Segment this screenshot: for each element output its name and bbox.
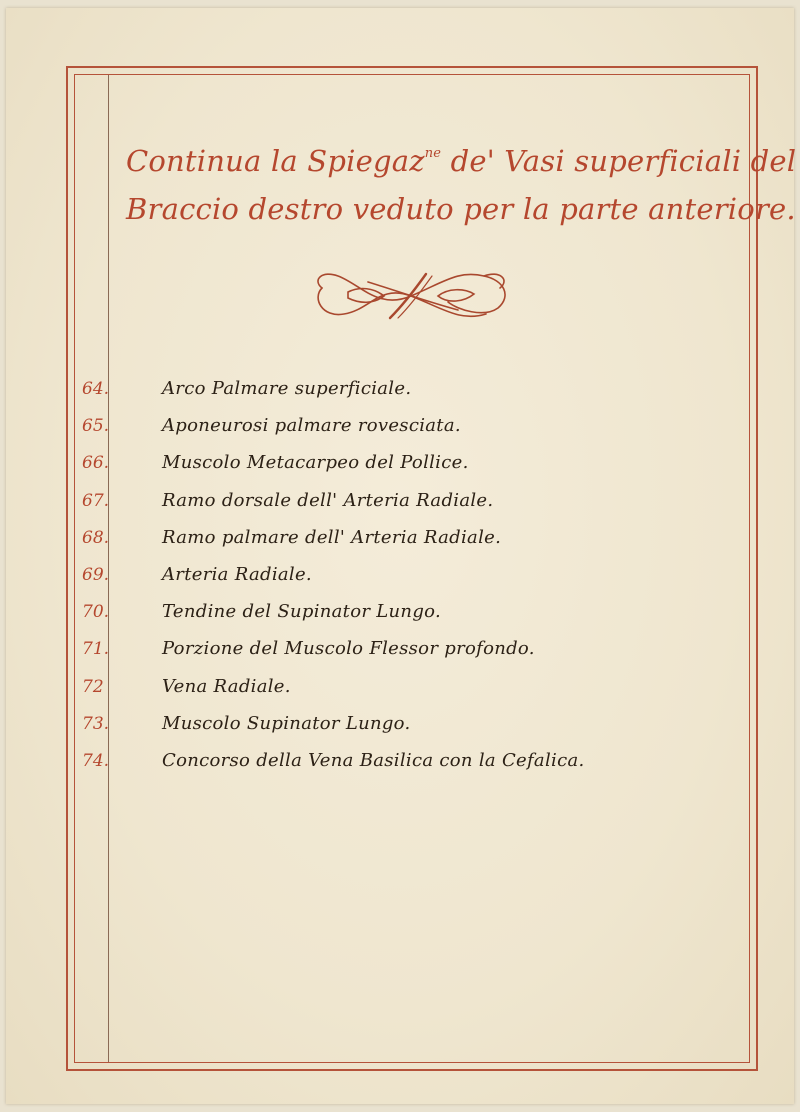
list-item: [78, 523, 718, 560]
item-text: Ramo palmare dell' Arteria Radiale.: [162, 526, 502, 548]
item-number: 67.: [82, 490, 110, 511]
item-number: 74.: [82, 750, 110, 771]
list-item: [78, 374, 718, 411]
item-number: 65.: [82, 416, 110, 437]
list-item: [78, 486, 718, 523]
item-text: Vena Radiale.: [162, 675, 291, 697]
list-item: [78, 560, 718, 597]
item-number: 71.: [82, 639, 110, 660]
item-text: Arteria Radiale.: [162, 563, 312, 585]
item-number: 66.: [82, 453, 110, 474]
item-text: Concorso della Vena Basilica con la Cefalica.: [162, 749, 585, 771]
list-item: [78, 411, 718, 448]
title-line-1-end: de' Vasi superficiali del: [441, 144, 797, 178]
item-text: Tendine del Supinator Lungo.: [162, 601, 441, 623]
title-superscript: ne: [424, 146, 442, 161]
title-line-1: [126, 130, 797, 185]
item-text: Aponeurosi palmare rovesciata.: [162, 415, 461, 437]
item-text: Porzione del Muscolo Flessor profondo.: [162, 638, 535, 660]
item-text: Muscolo Supinator Lungo.: [162, 712, 411, 734]
list-item: [78, 746, 718, 783]
item-number: 68.: [82, 527, 110, 548]
page-title: [126, 130, 797, 233]
legend-list: [78, 374, 718, 783]
calligraphic-flourish-ornament: [308, 266, 514, 326]
item-number: 72: [82, 676, 104, 697]
item-text: Muscolo Metacarpeo del Pollice.: [162, 452, 469, 474]
manuscript-page: [6, 8, 797, 1104]
list-item: [78, 634, 718, 671]
list-item: [78, 709, 718, 746]
item-number: 64.: [82, 379, 110, 399]
item-number: 73.: [82, 713, 110, 734]
list-item: [78, 672, 718, 709]
item-number: 69.: [82, 564, 110, 585]
item-text: Ramo dorsale dell' Arteria Radiale.: [162, 489, 494, 511]
title-line-1-start: Continua la Spiegaz: [126, 144, 425, 178]
list-item: [78, 448, 718, 485]
list-item: [78, 597, 718, 634]
item-number: 70.: [82, 602, 110, 623]
title-line-2: Braccio destro veduto per la parte anteriore.: [126, 192, 796, 226]
item-text: Arco Palmare superficiale.: [162, 378, 412, 399]
